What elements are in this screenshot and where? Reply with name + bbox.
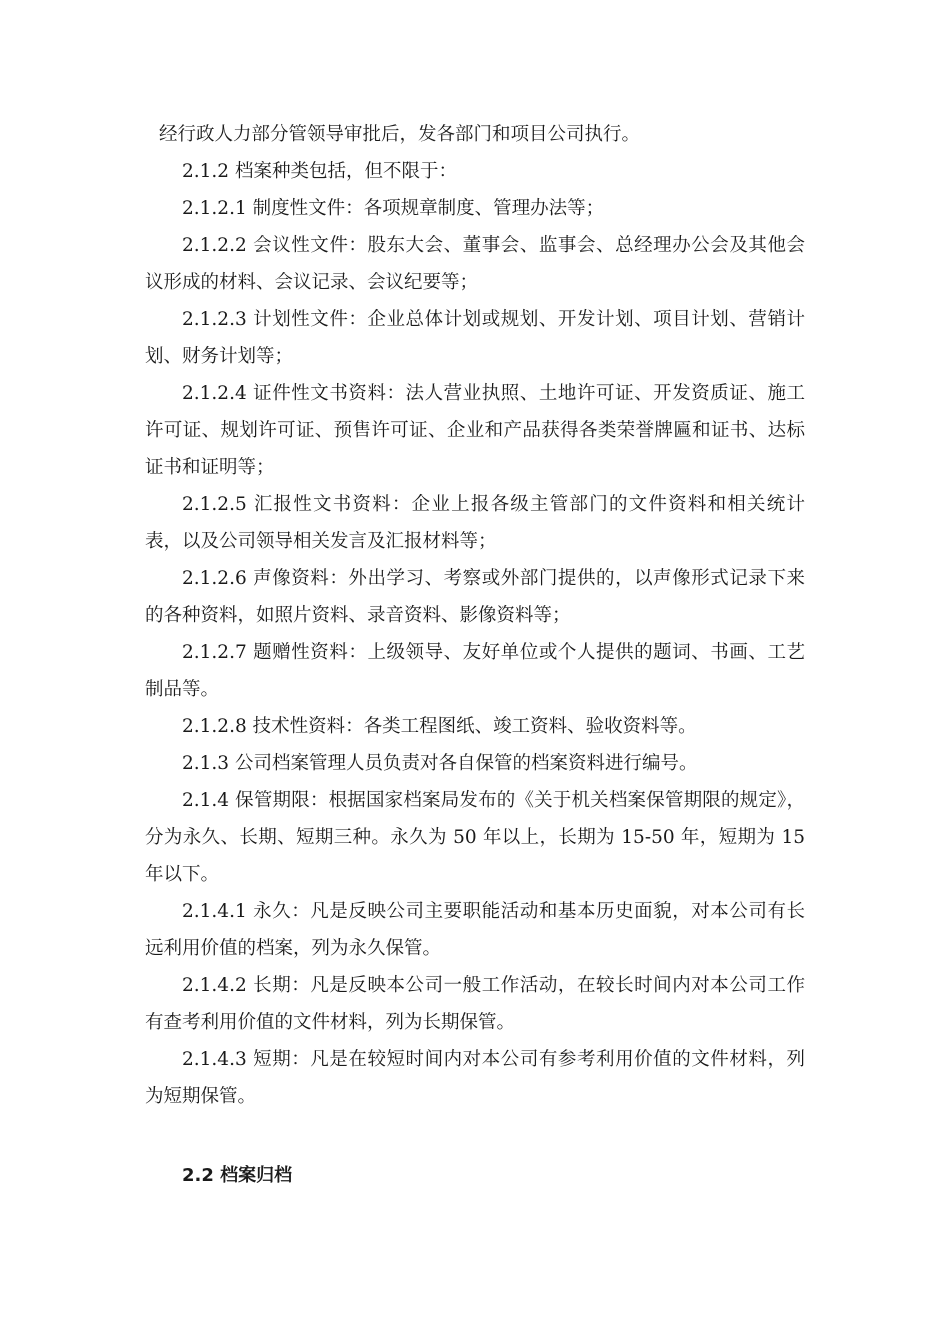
paragraph-2-1-2: 2.1.2 档案种类包括，但不限于：	[182, 161, 457, 182]
paragraph-2-1-4-1: 2.1.4.1 永久：凡是反映公司主要职能活动和基本历史面貌，对本公司有长远利用价值的档案，列为永久保管。	[145, 901, 805, 959]
paragraph-continuation: 经行政人力部分管领导审批后，发各部门和项目公司执行。	[159, 124, 641, 145]
paragraph-2-1-2-7: 2.1.2.7 题赠性资料：上级领导、友好单位或个人提供的题词、书画、工艺制品等。	[145, 642, 805, 700]
paragraph-2-1-4-3: 2.1.4.3 短期：凡是在较短时间内对本公司有参考利用价值的文件材料，列为短期保管。	[145, 1049, 805, 1107]
paragraph-2-1-3: 2.1.3 公司档案管理人员负责对各自保管的档案资料进行编号。	[182, 753, 698, 774]
paragraph-2-1-4-2: 2.1.4.2 长期：凡是反映本公司一般工作活动，在较长时间内对本公司工作有查考利用价值的文件材料，列为长期保管。	[145, 975, 805, 1033]
paragraph-2-1-2-8: 2.1.2.8 技术性资料：各类工程图纸、竣工资料、验收资料等。	[182, 716, 697, 737]
paragraph-2-1-2-2: 2.1.2.2 会议性文件：股东大会、董事会、监事会、总经理办公会及其他会议形成的材料、会议记录、会议纪要等；	[145, 235, 805, 293]
document-body	[145, 116, 805, 1194]
paragraph-2-1-4: 2.1.4 保管期限：根据国家档案局发布的《关于机关档案保管期限的规定》，分为永久、长期、短期三种。永久为 50 年以上，长期为 15-50 年，短期为 15 年以下。	[145, 790, 805, 885]
paragraph-2-1-2-4: 2.1.2.4 证件性文书资料：法人营业执照、土地许可证、开发资质证、施工许可证、规划许可证、预售许可证、企业和产品获得各类荣誉牌匾和证书、达标证书和证明等；	[145, 383, 805, 478]
paragraph-2-1-2-1: 2.1.2.1 制度性文件：各项规章制度、管理办法等；	[182, 198, 605, 219]
paragraph-2-1-2-6: 2.1.2.6 声像资料：外出学习、考察或外部门提供的，以声像形式记录下来的各种资料，如照片资料、录音资料、影像资料等；	[145, 568, 805, 626]
paragraph-2-1-2-3: 2.1.2.3 计划性文件：企业总体计划或规划、开发计划、项目计划、营销计划、财务计划等；	[145, 309, 805, 367]
paragraph-2-1-2-5: 2.1.2.5 汇报性文书资料：企业上报各级主管部门的文件资料和相关统计表，以及公司领导相关发言及汇报材料等；	[145, 494, 805, 552]
section-heading: 2.2 档案归档	[182, 1165, 293, 1186]
